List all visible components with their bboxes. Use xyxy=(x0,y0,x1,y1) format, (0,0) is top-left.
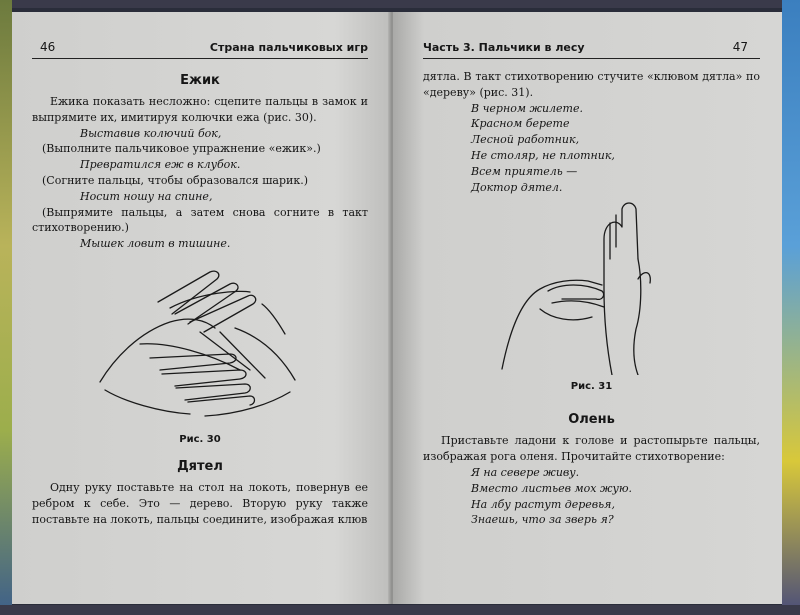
hedgehog-intro: Ежика показать несложно: сцепите пальцы в замок и выпрямите их, имитируя колючки ежа (рис. 30). xyxy=(32,95,368,124)
deer-verse-line-1: Я на севере живу. xyxy=(471,465,580,479)
woodpecker-verse-line-2: Красном берете xyxy=(471,117,570,131)
deer-intro: Приставьте ладони к голове и растопырьте пальцы, изображая рога оленя. Прочитайте стихотворение: xyxy=(423,434,760,464)
hedgehog-instruction-3: (Выпрямите пальцы, а затем снова согните в такт стихотворению.) xyxy=(32,205,368,235)
figure-31-caption: Рис. 31 xyxy=(570,381,613,393)
right-running-head xyxy=(423,32,760,59)
woodpecker-verse-line-1: В черном жилете. xyxy=(471,101,583,115)
woodpecker-hands-illustration xyxy=(492,199,692,375)
hedgehog-hands-illustration xyxy=(80,262,320,428)
hedgehog-verse-line-4: Мышек ловит в тишине. xyxy=(80,237,231,251)
hedgehog-verse-line-1: Выставив колючий бок, xyxy=(80,126,222,140)
page-number-left: 46 xyxy=(40,40,56,54)
woodpecker-intro: Одну руку поставьте на стол на локоть, повернув ее ребром к себе. Это — дерево. Вторую руку также поставьте на локоть, пальцы соедините, изображая клюв xyxy=(32,480,368,526)
hedgehog-text xyxy=(32,94,368,252)
left-page xyxy=(12,12,392,604)
book-edge-bottom xyxy=(0,605,800,615)
hedgehog-instruction-1: (Выполните пальчиковое упражнение «ежик».) xyxy=(42,142,321,156)
book-cover-edge-right xyxy=(782,0,800,615)
woodpecker-continuation-text: дятла. В такт стихотворению стучите «клювом дятла» по «дереву» (рис. 31). xyxy=(423,70,760,99)
hedgehog-instruction-2: (Согните пальцы, чтобы образовался шарик.) xyxy=(42,173,309,187)
section-title-hedgehog: Ежик xyxy=(180,73,220,88)
section-title-woodpecker: Дятел xyxy=(177,458,223,474)
deer-text xyxy=(423,433,760,528)
section-title-deer: Олень xyxy=(568,412,615,428)
deer-verse-line-4: Знаешь, что за зверь я? xyxy=(471,513,614,527)
running-title-right: Часть 3. Пальчики в лесу xyxy=(423,41,585,54)
hedgehog-verse-line-2: Превратился еж в клубок. xyxy=(80,158,241,172)
woodpecker-continuation xyxy=(423,69,760,195)
hedgehog-verse-line-3: Носит ношу на спине, xyxy=(80,189,213,203)
figure-31 xyxy=(492,199,692,392)
page-number-right: 47 xyxy=(732,40,748,54)
woodpecker-verse-line-3: Лесной работник, xyxy=(471,133,580,147)
figure-30 xyxy=(80,262,320,445)
right-page xyxy=(393,12,782,604)
deer-verse-line-2: Вместо листьев мох жую. xyxy=(471,481,633,495)
book-cover-edge-left xyxy=(0,0,12,615)
figure-30-caption: Рис. 30 xyxy=(179,433,221,445)
deer-verse-line-3: На лбу растут деревья, xyxy=(471,497,615,511)
book-edge-top xyxy=(0,0,800,8)
running-title-left: Страна пальчиковых игр xyxy=(209,41,368,54)
woodpecker-verse-line-6: Доктор дятел. xyxy=(471,180,563,194)
left-running-head xyxy=(32,32,368,59)
woodpecker-verse-line-4: Не столяр, не плотник, xyxy=(471,148,615,162)
woodpecker-verse-line-5: Всем приятель — xyxy=(471,164,578,178)
woodpecker-text xyxy=(32,480,368,527)
